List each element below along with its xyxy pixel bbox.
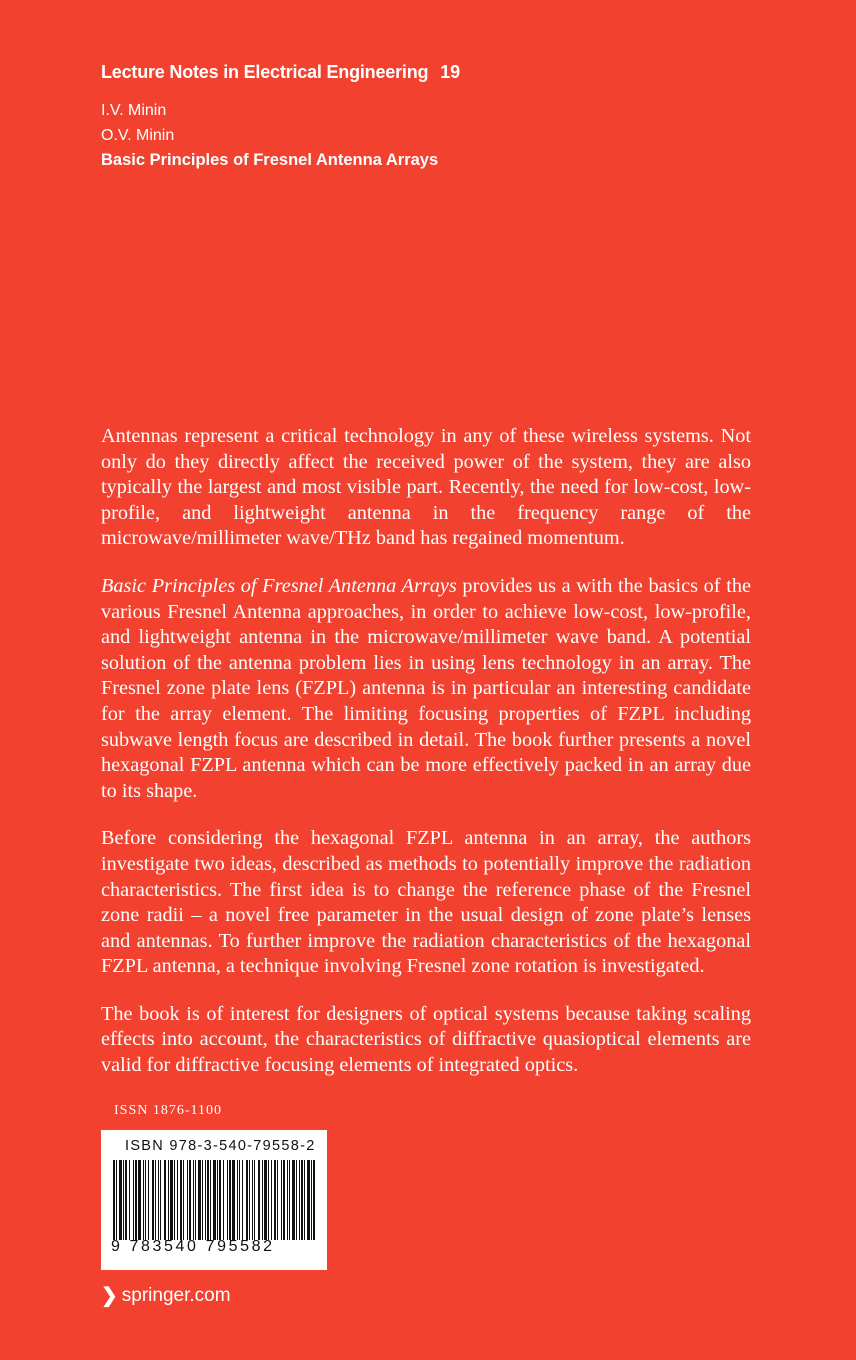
blurb-paragraph: The book is of interest for designers of optical systems because taking scaling effects into account, the characteristics of diffractive quasioptical elements are valid for diffractive focusing elements of integrated optics. — [101, 1002, 751, 1077]
issn-label: ISSN 1876-1100 — [114, 1103, 222, 1118]
barcode-panel — [101, 1130, 327, 1270]
blurb-paragraph — [101, 574, 751, 804]
author-block — [101, 98, 438, 173]
blurb-paragraph-text: provides us a with the basics of the various Fresnel Antenna approaches, in order to achieve low-cost, low-profile, and lightweight antenna in the microwave/millimeter wave band. A potential solution of the antenna problem lies in using lens technology in an array. The Fresnel zone plate lens (FZPL) antenna is in particular an interesting candidate for the array element. The limiting focusing properties of FZPL including subwave length focus are described in detail. The book further presents a novel hexagonal FZPL antenna which can be more effectively packed in an array due to its shape. — [101, 574, 751, 802]
blurb-paragraph: Antennas represent a critical technology in any of these wireless systems. Not only do they directly affect the received power of the system, they are also typically the largest and most visible part. Recently, the need for low-cost, low-profile, and lightweight antenna in the frequency range of the microwave/millimeter wave/THz band has regained momentum. — [101, 425, 751, 550]
barcode-number: 9 783540 795582 — [111, 1238, 275, 1255]
blurb-paragraph: Before considering the hexagonal FZPL antenna in an array, the authors investigate two ideas, described as methods to potentially improve the radiation characteristics. The first idea is to change the reference phase of the Fresnel zone radii – a novel free parameter in the usual design of zone plate’s lenses and antennas. To further improve the radiation characteristics of the hexagonal FZPL antenna, a technique involving Fresnel zone rotation is investigated. — [101, 827, 751, 978]
back-cover-blurb — [101, 424, 751, 1101]
series-heading — [101, 62, 460, 83]
publisher-link[interactable] — [101, 1283, 231, 1308]
author-name: O.V. Minin — [101, 127, 175, 144]
book-title-italic: Basic Principles of Fresnel Antenna Arrays — [101, 574, 457, 597]
author-name: I.V. Minin — [101, 102, 167, 119]
series-name: Lecture Notes in Electrical Engineering — [101, 62, 429, 82]
isbn-label: ISBN 978-3-540-79558-2 — [125, 1138, 316, 1154]
publisher-site: springer.com — [121, 1284, 231, 1306]
chevron-right-icon: ❯ — [101, 1285, 118, 1307]
series-volume: 19 — [440, 62, 460, 82]
barcode-image — [111, 1160, 317, 1240]
book-title: Basic Principles of Fresnel Antenna Arrays — [101, 151, 439, 169]
